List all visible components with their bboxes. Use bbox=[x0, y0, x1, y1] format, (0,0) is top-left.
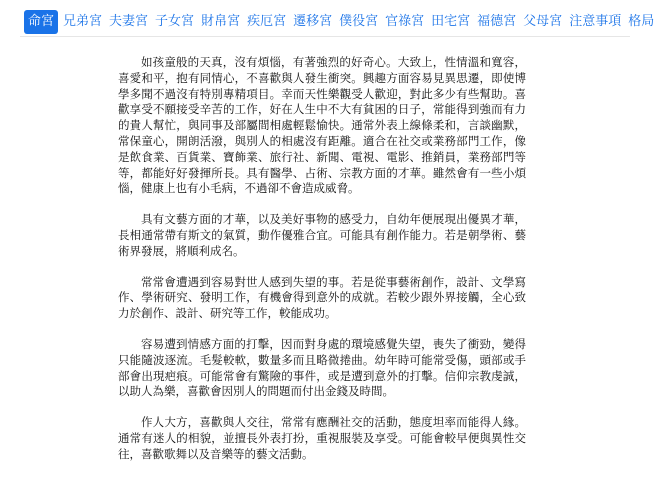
tab-notes[interactable]: 注意事項 bbox=[569, 14, 622, 29]
tab-fu-mu-gong[interactable]: 父母宮 bbox=[523, 14, 563, 29]
tab-qian-yi-gong[interactable]: 遷移宮 bbox=[293, 14, 333, 29]
tab-guan-lu-gong[interactable]: 官祿宮 bbox=[385, 14, 425, 29]
paragraph: 具有文藝方面的才華，以及美好事物的感受力，自幼年便展現出優異才華，長相通常帶有斯文的氣質，動作優雅合宜。可能具有創作能力。若是朝學術、藝術界發展，將順利成名。 bbox=[118, 212, 526, 258]
tab-fu-de-gong[interactable]: 福德宮 bbox=[477, 14, 517, 29]
paragraph: 容易遭到情感方面的打擊，因而對身處的環境感覺失望，喪失了衝勁，變得只能隨波逐流。毛髮較軟，數量多而且略微捲曲。幼年時可能常受傷，頭部或手部會出現疤痕。可能常會有驚險的事件，或是遭到意外的打擊。信仰宗教虔誠，以助人為樂，喜歡會因別人的問題而付出金錢及時間。 bbox=[118, 336, 526, 399]
tab-pu-yi-gong[interactable]: 僕役宮 bbox=[339, 14, 379, 29]
paragraph: 作人大方，喜歡與人交往，常常有應酬社交的活動，態度坦率而能得人緣。通常有迷人的相貌，並擅長外表打扮，重視服裝及享受。可能會較早便與異性交往，喜歡歌舞以及音樂等的藝文活動。 bbox=[118, 415, 526, 461]
tab-zi-nv-gong[interactable]: 子女宮 bbox=[155, 14, 195, 29]
tab-fu-qi-gong[interactable]: 夫妻宮 bbox=[109, 14, 149, 29]
reading-content bbox=[118, 55, 526, 478]
tab-ji-e-gong[interactable]: 疾厄宮 bbox=[247, 14, 287, 29]
tab-divider bbox=[20, 36, 630, 37]
palace-tab-bar bbox=[24, 10, 656, 34]
tab-ming-gong[interactable]: 命宮 bbox=[24, 10, 58, 34]
paragraph: 如孩童般的天真，沒有煩惱，有著強烈的好奇心。大致上，性情溫和寬容，喜愛和平，抱有同情心，不喜歡與人發生衝突。興趣方面容易見異思遷，即使博學多聞不過沒有特別專精項目。幸而天性樂觀受人歡迎，對此多少有些幫助。喜歡享受不願接受辛苦的工作，好在人生中不大有貧困的日子，常能得到強而有力的貴人幫忙，與同事及部屬間相處輕鬆愉快。通常外表上線條柔和，言談幽默，常保童心，開朗活潑，與別人的相處沒有距離。適合在社交或業務部門工作，像是飲食業、百貨業、寶飾業、旅行社、新聞、電視、電影、推銷員，業務部門等等，都能好好發揮所長。具有醫學、占術、宗教方面的才華。雖然會有一些小煩惱，健康上也有小毛病，不過卻不會造成威脅。 bbox=[118, 55, 526, 196]
tab-tian-zhai-gong[interactable]: 田宅宮 bbox=[431, 14, 471, 29]
tab-cai-bo-gong[interactable]: 財帛宮 bbox=[201, 14, 241, 29]
paragraph: 常常會遭遇到容易對世人感到失望的事。若是從事藝術創作，設計、文學寫作、學術研究、發明工作，有機會得到意外的成就。若較少跟外界接觸，全心致力於創作、設計、研究等工作，較能成功。 bbox=[118, 274, 526, 321]
tab-xiong-di-gong[interactable]: 兄弟宮 bbox=[63, 14, 103, 29]
tab-pattern[interactable]: 格局 bbox=[628, 14, 655, 29]
